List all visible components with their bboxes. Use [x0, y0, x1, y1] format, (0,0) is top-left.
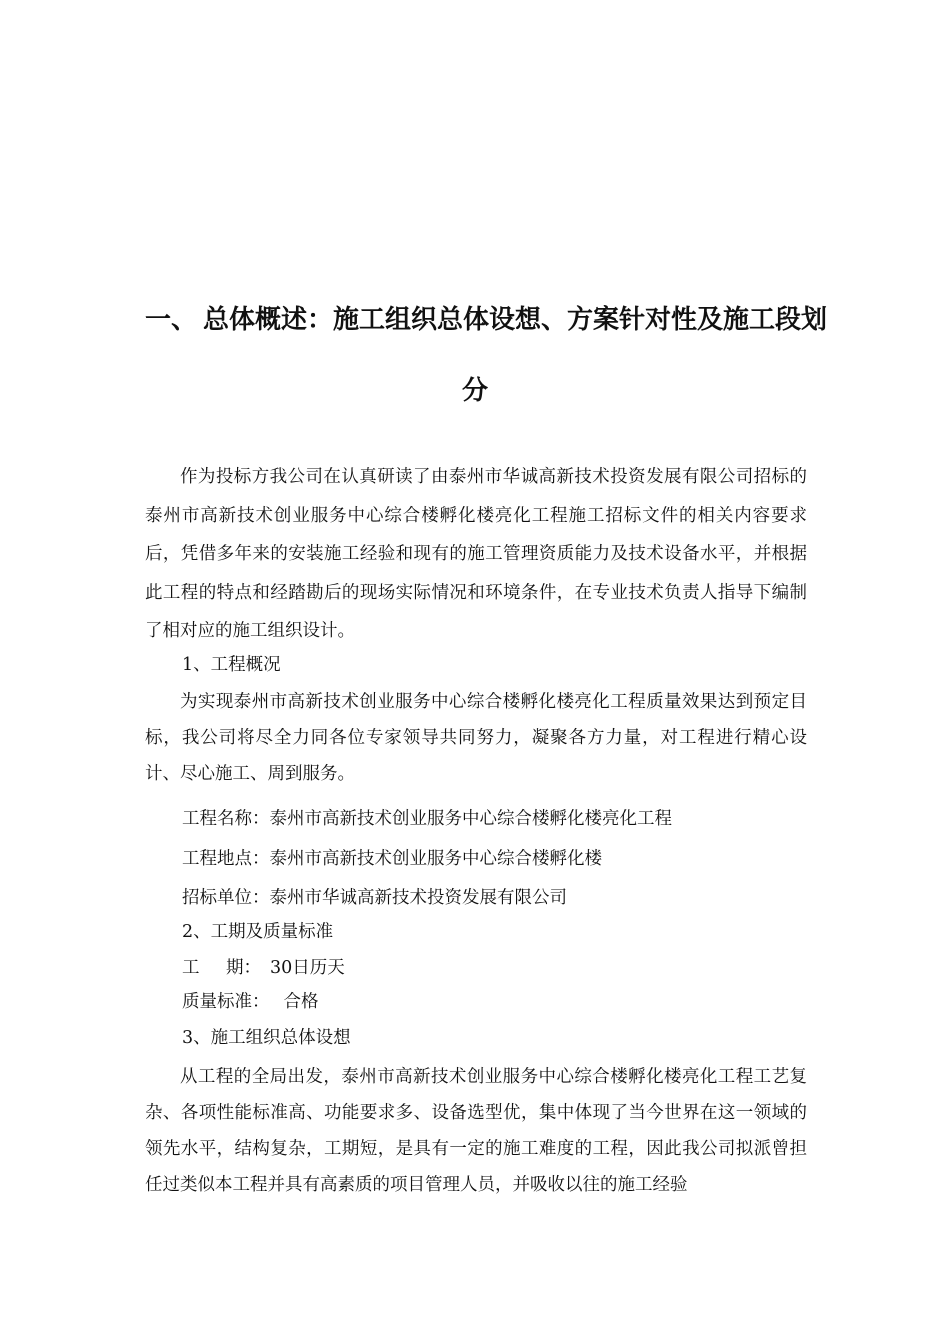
quality-standard	[182, 989, 319, 1015]
period-label	[182, 955, 270, 981]
intro-paragraph: 作为投标方我公司在认真研读了由泰州市华诚高新技术投资发展有限公司招标的泰州市高新技术创业服务中心综合楼孵化楼亮化工程施工招标文件的相关内容要求后，凭借多年来的安装施工经验和现有的施工管理资质能力及技术设备水平，并根据此工程的特点和经踏勘后的现场实际情况和环境条件，在专业技术负责人指导下编制了相对应的施工组织设计。	[145, 467, 807, 641]
section3-title: 3、施工组织总体设想	[182, 1028, 351, 1048]
construction-period	[182, 955, 345, 981]
period-value: 30日历天	[270, 958, 345, 978]
section-heading	[145, 300, 828, 340]
heading-number: 一、	[145, 305, 198, 335]
quality-label: 质量标准：	[182, 992, 270, 1012]
bidding-unit: 招标单位：泰州市华诚高新技术投资发展有限公司	[182, 888, 567, 908]
section2-title: 2、工期及质量标准	[182, 922, 334, 942]
heading-title-line1: 总体概述：施工组织总体设想、方案针对性及施工段划	[203, 305, 828, 335]
project-name: 工程名称：泰州市高新技术创业服务中心综合楼孵化楼亮化工程	[182, 809, 672, 829]
section3-paragraph: 从工程的全局出发，泰州市高新技术创业服务中心综合楼孵化楼亮化工程工艺复杂、各项性能标准高、功能要求多、设备选型优，集中体现了当今世界在这一领域的领先水平，结构复杂，工期短，是具有一定的施工难度的工程，因此我公司拟派曾担任过类似本工程并具有高素质的项目管理人员，并吸收以往的施工经验	[145, 1067, 807, 1195]
quality-value: 合格	[283, 992, 319, 1012]
period-label-char2: 期：	[226, 958, 261, 978]
section1-paragraph: 为实现泰州市高新技术创业服务中心综合楼孵化楼亮化工程质量效果达到预定目标，我公司将尽全力同各位专家领导共同努力，凝聚各方力量，对工程进行精心设计、尽心施工、周到服务。	[145, 692, 807, 784]
heading-title-line2: 分	[461, 376, 488, 406]
project-location: 工程地点：泰州市高新技术创业服务中心综合楼孵化楼	[182, 849, 602, 869]
period-label-char1: 工	[182, 958, 200, 978]
section1-title: 1、工程概况	[182, 655, 281, 675]
